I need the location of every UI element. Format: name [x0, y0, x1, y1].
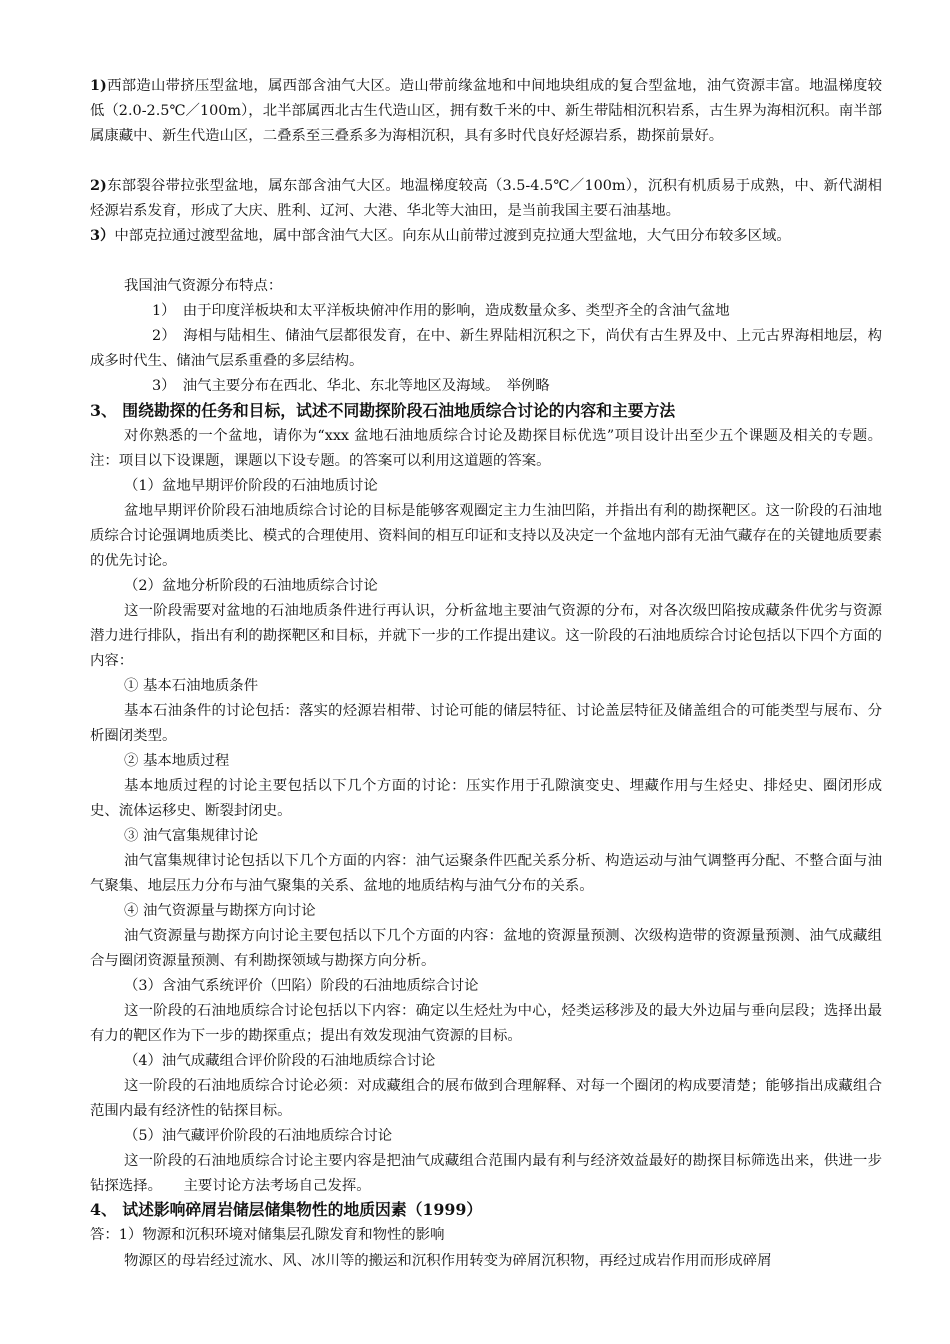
- section-text-2: 这一阶段需要对盆地的石油地质条件进行再认识，分析盆地主要油气资源的分布，对各次级凹陷按成藏条件优劣与资源潜力进行排队，指出有利的勘探靶区和目标，并就下一步的工作提出建议。这一阶段的石油地质综合讨论包括以下四个方面的内容：: [90, 603, 882, 669]
- subsection-text-4: 油气资源量与勘探方向讨论主要包括以下几个方面的内容：盆地的资源量预测、次级构造带的资源量预测、油气成藏组合与圈闭资源量预测、有利勘探领域与勘探方向分析。: [90, 928, 882, 969]
- subsection-title-3: ③ 油气富集规律讨论: [124, 828, 259, 844]
- subsection-text-1: 基本石油条件的讨论包括：落实的烃源岩相带、讨论可能的储层特征、讨论盖层特征及储盖组合的可能类型与展布、分析圈闭类型。: [90, 703, 882, 744]
- subsection-title-4: ④ 油气资源量与勘探方向讨论: [124, 903, 316, 919]
- section-text-4: 这一阶段的石油地质综合讨论必须：对成藏组合的展布做到合理解释、对每一个圈闭的构成要清楚；能够指出成藏组合范围内最有经济性的钻探目标。: [90, 1078, 882, 1119]
- section-title-2: （2）盆地分析阶段的石油地质综合讨论: [124, 578, 378, 594]
- heading-question-4: 4、 试述影响碎屑岩储层储集物性的地质因素（1999）: [90, 1200, 483, 1219]
- paragraph-text: 中部克拉通过渡型盆地，属中部含油气大区。向东从山前带过渡到克拉通大型盆地，大气田分布较多区域。: [114, 228, 791, 244]
- paragraph-west-basin: [90, 73, 882, 149]
- paragraph-east-basin: [90, 173, 882, 224]
- answer-text: 物源区的母岩经过流水、风、冰川等的搬运和沉积作用转变为碎屑沉积物，再经过成岩作用而形成碎屑: [124, 1253, 772, 1269]
- paragraph-text: 西部造山带挤压型盆地，属西部含油气大区。造山带前缘盆地和中间地块组成的复合型盆地，油气资源丰富。地温梯度较低（2.0-2.5℃／100m），北半部属西北古生代造山区，拥有数千米的中、新生带陆相沉积岩系，古生界为海相沉积。南半部属康藏中、新生代造山区，二叠系至三叠系多为海相沉积，具有多时代良好烃源岩系，勘探前景好。: [90, 78, 882, 144]
- item-number: 3）: [90, 227, 115, 244]
- subsection-text-3: 油气富集规律讨论包括以下几个方面的内容：油气运聚条件匹配关系分析、构造运动与油气调整再分配、不整合面与油气聚集、地层压力分布与油气聚集的关系、盆地的地质结构与油气分布的关系。: [90, 853, 882, 894]
- section-title-4: （4）油气成藏组合评价阶段的石油地质综合讨论: [124, 1053, 436, 1069]
- section-text-5: 这一阶段的石油地质综合讨论主要内容是把油气成藏组合范围内最有利与经济效益最好的勘探目标筛选出来，供进一步钻探选择。 主要讨论方法考场自己发挥。: [90, 1153, 882, 1194]
- item-number: 2): [90, 177, 107, 194]
- heading-question-3: 3、 围绕勘探的任务和目标，试述不同勘探阶段石油地质综合讨论的内容和主要方法: [90, 401, 676, 420]
- feature-item-3: 3） 油气主要分布在西北、华北、东北等地区及海域。 举例略: [152, 378, 550, 394]
- section-title-1: （1）盆地早期评价阶段的石油地质讨论: [124, 478, 378, 494]
- features-title: 我国油气资源分布特点：: [124, 278, 283, 294]
- subsection-text-2: 基本地质过程的讨论主要包括以下几个方面的讨论：压实作用于孔隙演变史、埋藏作用与生烃史、排烃史、圈闭形成史、流体运移史、断裂封闭史。: [90, 778, 882, 819]
- feature-item-2: 2） 海相与陆相生、储油气层都很发育，在中、新生界陆相沉积之下，尚伏有古生界及中、上元古界海相地层，构成多时代生、储油气层系重叠的多层结构。: [90, 328, 882, 369]
- subsection-title-1: ① 基本石油地质条件: [124, 678, 259, 694]
- answer-first-line: 答：1）物源和沉积环境对储集层孔隙发育和物性的影响: [90, 1227, 445, 1243]
- paragraph-text: 东部裂谷带拉张型盆地，属东部含油气大区。地温梯度较高（3.5-4.5℃／100m），沉积有机质易于成熟，中、新代湖相烃源岩系发育，形成了大庆、胜利、辽河、大港、华北等大油田，是当前我国主要石油基地。: [90, 178, 882, 219]
- paragraph-central-basin: [90, 223, 882, 249]
- section-title-3: （3）含油气系统评价（凹陷）阶段的石油地质综合讨论: [124, 978, 479, 994]
- question-intro: 对你熟悉的一个盆地，请你为“xxx 盆地石油地质综合讨论及勘探目标优选”项目设计出至少五个课题及相关的专题。注：项目以下设课题，课题以下设专题。的答案可以利用这道题的答案。: [90, 428, 882, 469]
- section-text-3: 这一阶段的石油地质综合讨论包括以下内容：确定以生烃灶为中心，烃类运移涉及的最大外边届与垂向层段；选择出最有力的靶区作为下一步的勘探重点；提出有效发现油气资源的目标。: [90, 1003, 882, 1044]
- feature-item-1: 1） 由于印度洋板块和太平洋板块俯冲作用的影响，造成数量众多、类型齐全的含油气盆地: [152, 303, 730, 319]
- section-text-1: 盆地早期评价阶段石油地质综合讨论的目标是能够客观圈定主力生油凹陷，并指出有利的勘探靶区。这一阶段的石油地质综合讨论强调地质类比、模式的合理使用、资料间的相互印证和支持以及决定一个盆地内部有无油气藏存在的关键地质要素的优先讨论。: [90, 503, 882, 569]
- subsection-title-2: ② 基本地质过程: [124, 753, 230, 769]
- section-title-5: （5）油气藏评价阶段的石油地质综合讨论: [124, 1128, 393, 1144]
- item-number: 1): [90, 77, 107, 94]
